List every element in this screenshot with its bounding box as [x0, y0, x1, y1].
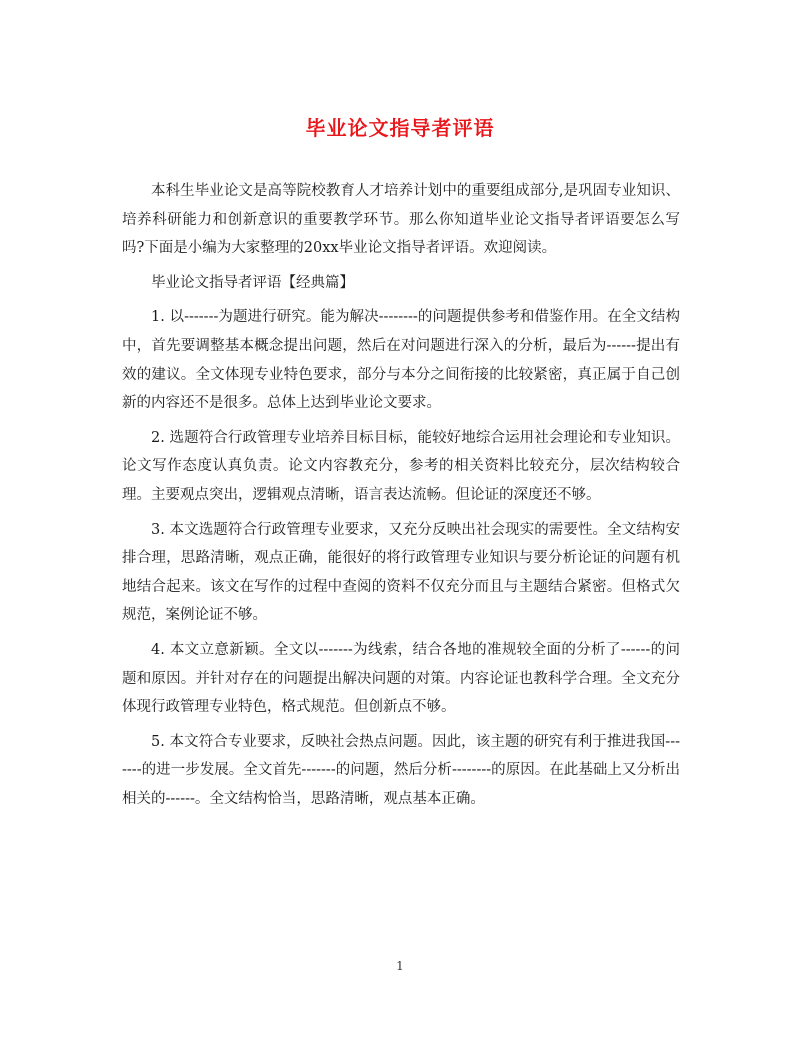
page-title: 毕业论文指导者评语 [305, 116, 495, 140]
document-body [122, 177, 680, 813]
section-heading: 毕业论文指导者评语【经典篇】 [151, 274, 354, 291]
comment-item-3: 3. 本文选题符合行政管理专业要求，又充分反映出社会现实的需要性。全文结构安排合理，思路清晰，观点正确，能很好的将行政管理专业知识与要分析论证的问题有机地结合起来。该文在写作的过程中查阅的资料不仅充分而且与主题结合紧密。但格式欠规范，案例论证不够。 [122, 521, 680, 624]
page-number: 1 [396, 959, 404, 973]
comment-item-5: 5. 本文符合专业要求，反映社会热点问题。因此，该主题的研究有利于推进我国-------的进一步发展。全文首先-------的问题，然后分析--------的原因。在此基础上又分析出相关的------。全文结构恰当，思路清晰，观点基本正确。 [122, 733, 680, 807]
comment-item-4: 4. 本文立意新颖。全文以-------为线索，结合各地的准规较全面的分析了------的问题和原因。并针对存在的问题提出解决问题的对策。内容论证也教科学合理。全文充分体现行政管理专业特色，格式规范。但创新点不够。 [122, 641, 680, 716]
intro-paragraph: 本科生毕业论文是高等院校教育人才培养计划中的重要组成部分,是巩固专业知识、培养科研能力和创新意识的重要教学环节。那么你知道毕业论文指导者评语要怎么写吗?下面是小编为大家整理的20xx毕业论文指导者评语。欢迎阅读。 [122, 183, 680, 257]
comment-item-1: 1. 以-------为题进行研究。能为解决--------的问题提供参考和借鉴作用。在全文结构中，首先要调整基本概念提出问题，然后在对问题进行深入的分析，最后为------提出有效的建议。全文体现专业特色要求，部分与本分之间衔接的比较紧密，真正属于自己创新的内容还不是很多。总体上达到毕业论文要求。 [122, 309, 680, 412]
comment-item-2: 2. 选题符合行政管理专业培养目标目标，能较好地综合运用社会理论和专业知识。论文写作态度认真负责。论文内容教充分，参考的相关资料比较充分，层次结构较合理。主要观点突出，逻辑观点清晰，语言表达流畅。但论证的深度还不够。 [122, 429, 680, 503]
